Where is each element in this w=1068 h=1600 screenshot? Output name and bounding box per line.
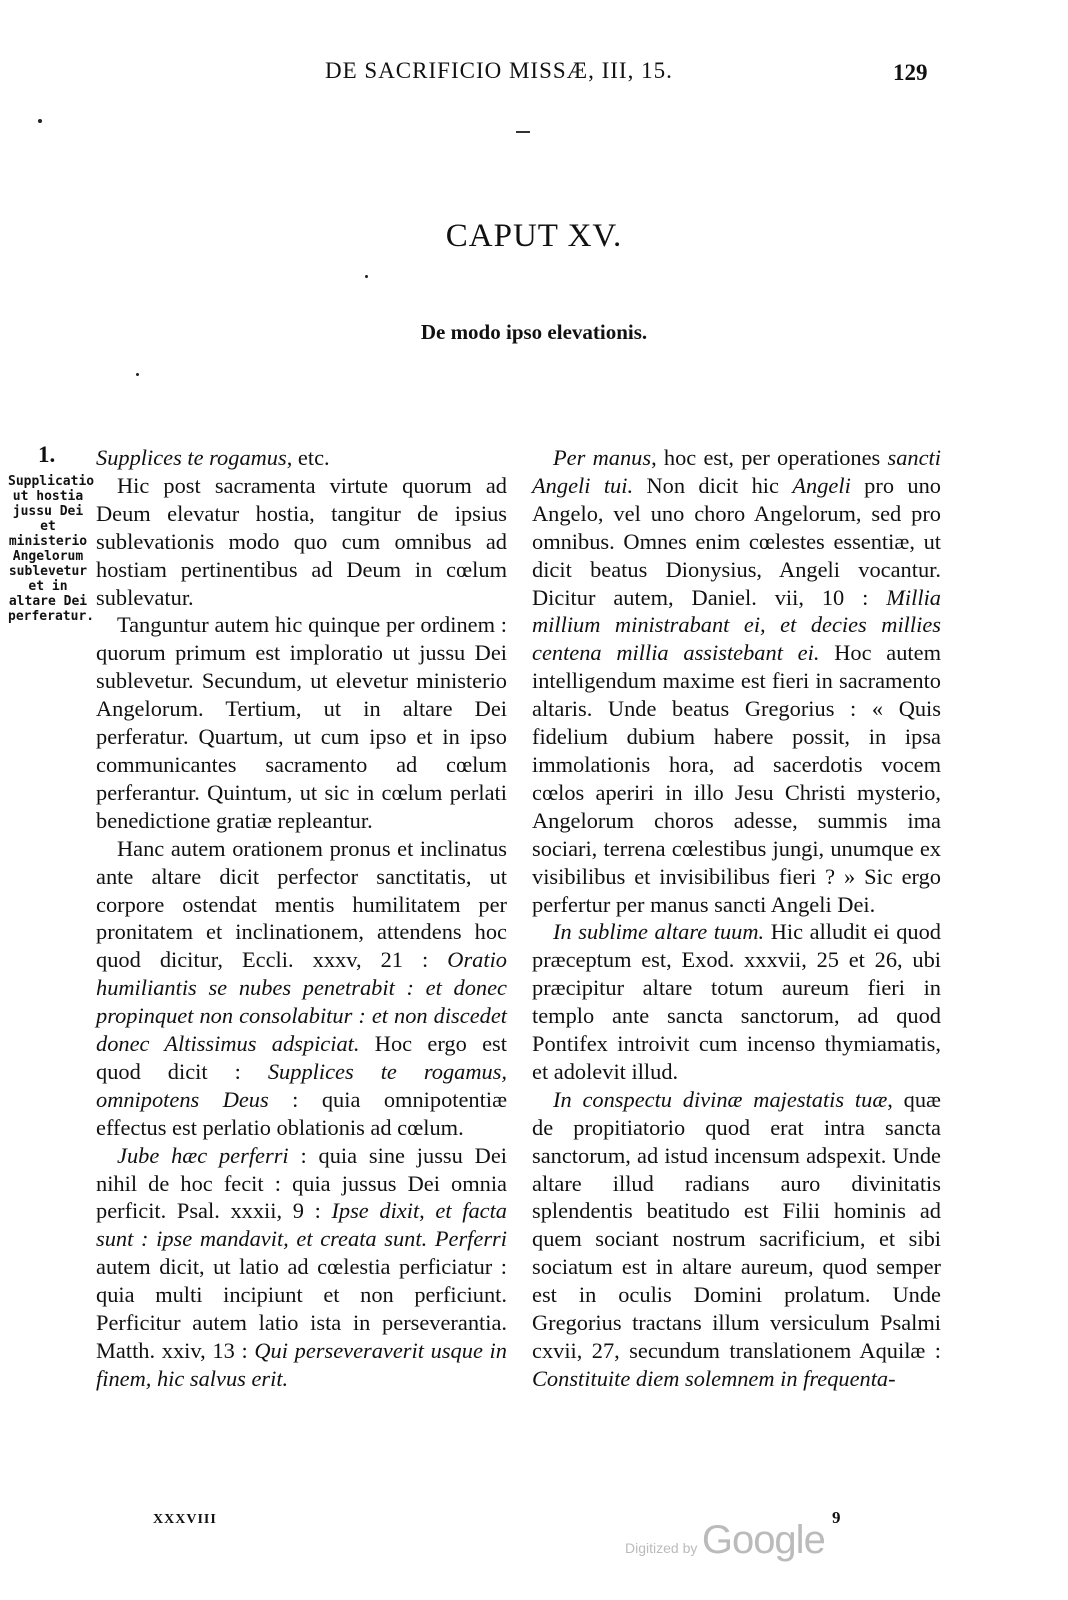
italic-text: Jube hæc perferri bbox=[117, 1142, 289, 1168]
section-number: 1. bbox=[38, 442, 56, 467]
text: , hoc est, per operationes bbox=[651, 445, 888, 470]
speck bbox=[365, 275, 368, 278]
text: Non dicit hic bbox=[633, 472, 793, 498]
italic-text: Angeli bbox=[792, 472, 851, 498]
text: Hoc ergo est quod dicit : bbox=[96, 1031, 507, 1084]
italic-text: In sublime altare tuum. bbox=[553, 919, 765, 945]
paragraph bbox=[532, 444, 941, 918]
text: : quia sine jussu Dei nihil de hoc fecit : quia jussus Dei omnia perficit. Psal. xxxii, 9 : bbox=[96, 1142, 507, 1224]
text: Hanc autem orationem pronus et inclinatus ante altare dicit perfector sanctitatis, ut corpore ostendat mentis humilitatem per pronitatem et inclinationem, attendens hoc quod dicitur, Eccli. xxxv, 21 : bbox=[96, 835, 507, 973]
paragraph bbox=[96, 835, 507, 1142]
footer-number: 9 bbox=[832, 1508, 841, 1527]
italic-text: Oratio humiliantis se nubes penetrabit : et donec propinquet non consolabitur : et non discedet donec Altissimus adspiciat. bbox=[96, 947, 507, 1057]
watermark-small: Digitized by bbox=[625, 1540, 698, 1556]
italic-text: Supplices te rogamus bbox=[96, 445, 287, 470]
italic-text: sancti Angeli tui. bbox=[532, 445, 941, 498]
paragraph bbox=[96, 611, 507, 834]
speck bbox=[516, 131, 530, 133]
italic-text: Per manus bbox=[553, 445, 652, 470]
text: Hic alludit ei quod præceptum est, Exod. xxxvii, 25 et 26, ubi præcipitur altare totum aureum fieri in templo ante sancta sanctorum, ad quod Pontifex introivit cum incenso thymiamatis, et adolevit illud. bbox=[532, 919, 941, 1084]
running-title: DE SACRIFICIO MISSÆ, III, 15. bbox=[325, 58, 673, 83]
chapter-subtitle: De modo ipso elevationis. bbox=[420, 320, 648, 344]
margin-note: Supplicatio ut hostia jussu Dei et ministerio Angelorum sublevetur et in altare Dei perferatur. bbox=[8, 474, 95, 624]
italic-text: In conspectu divinæ majestatis tuæ bbox=[553, 1086, 888, 1112]
text: , quæ de propitiatorio quod erat intra sancta sanctorum, ad istud incensum adspexit. Unde altare illud radians auro divinitatis splendentis beatitudo est Filii hominis ad quem sociant nostrum sacrificium, et sibi sociatum est in altare aureum, quod semper est in oculis Domini prolatum. Unde Gregorius tractans illum versiculum Psalmi cxvii, 27, secundum translationem Aquilæ : bbox=[532, 1086, 941, 1363]
paragraph bbox=[532, 1086, 941, 1393]
watermark bbox=[625, 1518, 825, 1563]
italic-text: Qui perseveraverit usque in finem, hic salvus erit. bbox=[96, 1338, 507, 1391]
text: Hoc autem intelligendum maxime est fieri in sacramento altaris. Unde beatus Gregorius : « Quis fidelium dubium habere possit, in ipsa immolationis hora, ad sacerdotis vocem cœlos aperiri in illo Jesu Christi mysterio, Angelorum choros adesse, summis ima sociari, terrena cœlestibus jungi, unumque ex visibilibus et invisibilibus fieri ? » Sic ergo perfertur per manus sancti Angeli Dei. bbox=[532, 640, 941, 917]
text: : quia omnipotentiæ effectus est perlatio oblationis ad cœlum. bbox=[96, 1086, 507, 1140]
italic-text: Millia millium ministrabant ei, et decies millies centena millia assistebant ei. bbox=[532, 584, 941, 666]
paragraph bbox=[96, 1142, 507, 1393]
italic-text: Constituite diem solemnem in frequenta- bbox=[532, 1365, 896, 1391]
speck bbox=[38, 119, 42, 123]
running-header bbox=[0, 58, 1068, 88]
italic-text: Supplices te rogamus, omnipotens Deus bbox=[96, 1058, 508, 1112]
paragraph bbox=[96, 472, 507, 612]
chapter-title: CAPUT XV. bbox=[445, 218, 623, 254]
text: , etc. bbox=[286, 445, 330, 470]
speck bbox=[136, 373, 139, 376]
text: Hic post sacramenta virtute quorum ad Deum elevatur hostia, tangitur de ipsius sublevationis modo quo cum omnibus ad hostiam pertinentibus ad Deum in cœlum sublevatur. bbox=[96, 472, 507, 610]
italic-text: Ipse dixit, et facta sunt : ipse mandavit, et creata sunt. Perferri bbox=[96, 1198, 507, 1252]
right-column bbox=[532, 444, 941, 1393]
text: autem dicit, ut latio ad cœlestia perficiatur : quia multi incipiunt et non perficiunt. Perficitur autem latio ista in perseverantia. Matth. xxiv, 13 : bbox=[96, 1254, 507, 1363]
paragraph bbox=[532, 918, 941, 1085]
left-column bbox=[96, 444, 507, 1393]
paragraph bbox=[96, 444, 507, 472]
watermark-logo: Google bbox=[701, 1518, 825, 1562]
signature-mark: XXXVIII bbox=[153, 1512, 217, 1527]
text: Tanguntur autem hic quinque per ordinem : quorum primum est imploratio ut jussu Dei sublevetur. Secundum, ut elevetur ministerio Angelorum. Tertium, ut in altare Dei perferatur. Quartum, ut cum ipso et in ipso communicantes sacramento ad cœlum perferantur. Quintum, ut sic in cœlum perlati benedictione gratiæ repleantur. bbox=[96, 612, 507, 833]
text: pro uno Angelo, vel uno choro Angelorum, sed pro omnibus. Omnes enim cœlestes essentiæ, ut dicit beatus Dionysius, Angeli vocantur. Dicitur autem, Daniel. vii, 10 : bbox=[532, 472, 942, 610]
page-number: 129 bbox=[893, 60, 928, 85]
